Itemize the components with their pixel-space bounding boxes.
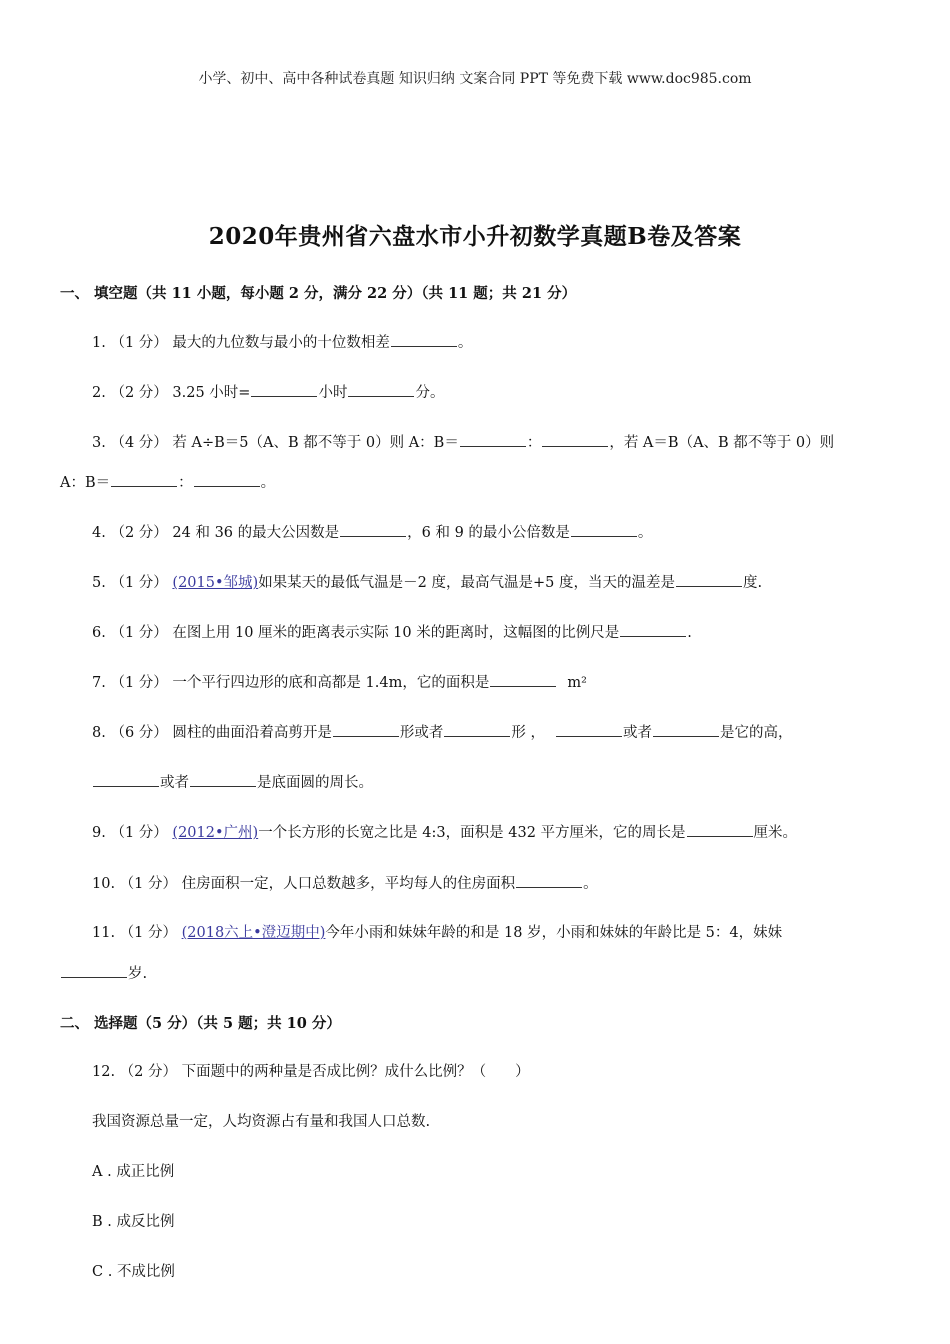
option-c[interactable]: C . 不成比例 [92,1264,175,1280]
question-8: 8. （6 分） 圆柱的曲面沿着高剪开是 形或者 形 ， 或者 是它的高， [92,722,793,743]
option-b[interactable]: B . 成反比例 [92,1214,175,1230]
question-1: 1. （1 分） 最大的九位数与最小的十位数相差 。 [92,332,472,353]
question-9: 9. （1 分） (2012•广州)一个长方形的长宽之比是 4:3，面积是 432 平方厘米，它的周长是 厘米。 [92,822,797,843]
question-8-continued: 或者 是底面圆的周长。 [92,772,373,793]
page-title: 2020年贵州省六盘水市小升初数学真题B卷及答案 [208,223,742,250]
page-header: 小学、初中、高中各种试卷真题 知识归纳 文案合同 PPT 等免费下载 www.doc985.com [198,71,752,87]
answer-blank[interactable] [340,522,406,537]
question-7: 7. （1 分） 一个平行四边形的底和高都是 1.4m，它的面积是 m² [92,672,587,693]
answer-blank[interactable] [93,772,159,787]
answer-blank[interactable] [516,873,582,888]
question-6: 6. （1 分） 在图上用 10 厘米的距离表示实际 10 米的距离时，这幅图的比例尺是 . [92,622,692,643]
question-3: 3. （4 分） 若 A÷B＝5（A、B 都不等于 0）则 A：B＝ ： ，若 A＝B（A、B 都不等于 0）则 [92,432,834,453]
question-2: 2. （2 分） 3.25 小时= 小时 分。 [92,382,444,403]
answer-blank[interactable] [190,772,256,787]
answer-blank[interactable] [653,722,719,737]
answer-blank[interactable] [348,382,414,397]
question-4: 4. （2 分） 24 和 36 的最大公因数是 ，6 和 9 的最小公倍数是 。 [92,522,652,543]
answer-blank[interactable] [556,722,622,737]
answer-blank[interactable] [251,382,317,397]
answer-blank[interactable] [333,722,399,737]
answer-blank[interactable] [676,572,742,587]
answer-blank[interactable] [111,472,177,487]
question-11-continued: 岁. [60,963,147,984]
answer-blank[interactable] [444,722,510,737]
answer-blank[interactable] [460,432,526,447]
answer-blank[interactable] [542,432,608,447]
source-link[interactable]: (2018六上•澄迈期中) [181,925,326,941]
answer-blank[interactable] [391,332,457,347]
section-heading-fill-in: 一、 填空题（共 11 小题，每小题 2 分，满分 22 分）（共 11 题；共 21 分） [60,285,577,302]
question-5: 5. （1 分） (2015•邹城)如果某天的最低气温是－2 度，最高气温是+5 度，当天的温差是 度. [92,572,762,593]
source-link[interactable]: (2015•邹城) [172,575,259,591]
question-11: 11. （1 分） (2018六上•澄迈期中)今年小雨和妹妹年龄的和是 18 岁，小雨和妹妹的年龄比是 5：4，妹妹 [92,925,783,941]
answer-blank[interactable] [61,963,127,978]
answer-blank[interactable] [194,472,260,487]
option-a[interactable]: A . 成正比例 [92,1164,175,1180]
question-12-stem: 我国资源总量一定，人均资源占有量和我国人口总数. [92,1114,431,1130]
section-heading-choice: 二、 选择题（5 分）（共 5 题；共 10 分） [60,1015,341,1032]
question-12: 12. （2 分） 下面题中的两种量是否成比例？成什么比例？（ ） [92,1064,530,1080]
source-link[interactable]: (2012•广州) [172,825,259,841]
answer-blank[interactable] [490,672,556,687]
answer-blank[interactable] [687,822,753,837]
question-3-continued: A：B＝ ： 。 [60,472,275,493]
question-10: 10. （1 分） 住房面积一定，人口总数越多，平均每人的住房面积 。 [92,873,598,894]
answer-blank[interactable] [571,522,637,537]
answer-blank[interactable] [620,622,686,637]
